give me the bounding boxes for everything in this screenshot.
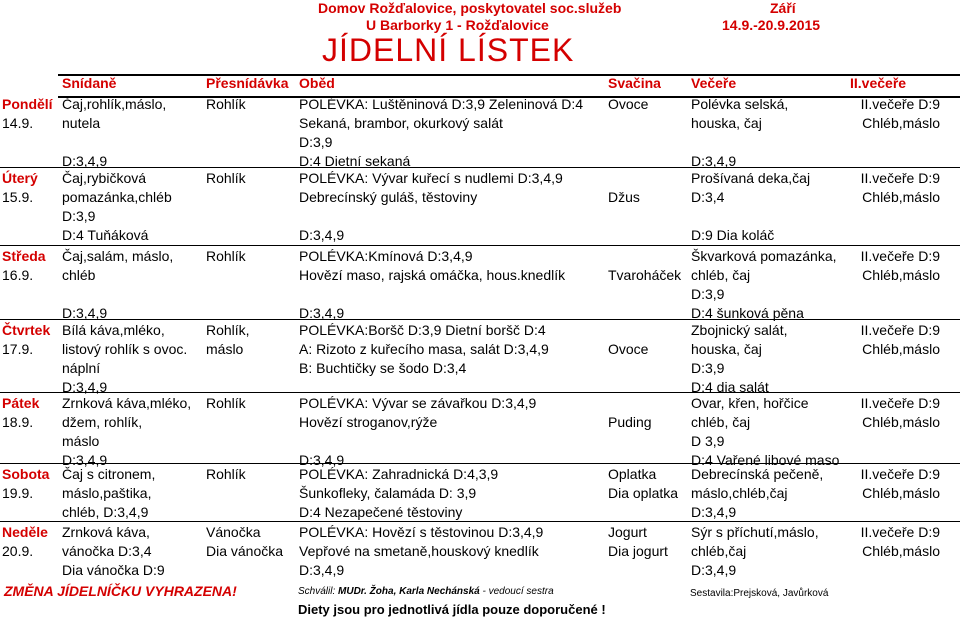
dinner-line: Polévka selská, [691,96,789,112]
dinner-line: D:4 Vařené libové maso [691,452,840,468]
snack2-line: Oplatka [608,466,657,482]
day-date: 14.9. [2,115,34,131]
dinner-line: Škvarková pomazánka, [691,248,837,264]
approved-role: - vedoucí sestra [479,586,554,597]
lunch-line: D:3,4,9 [299,227,345,243]
breakfast-line: máslo,paštika, [62,485,152,501]
breakfast-line: D:3,4,9 [62,153,108,169]
dinner-line: Ovar, křen, hořčice [691,395,809,411]
dinner-line: D:4 šunková pěna [691,305,804,321]
lunch-line: Šunkofleky, čalamáda D: 3,9 [299,485,477,501]
breakfast-line: Dia vánočka D:9 [62,562,165,578]
org-name: Domov Rožďalovice, poskytovatel soc.služeb [318,0,622,16]
lunch-line: Hovězí stroganov,rýže [299,414,438,430]
lunch-line: POLÉVKA:Kmínová D:3,4,9 [299,248,473,264]
lunch-line: D:3,4,9 [299,305,345,321]
breakfast-line: Zrnková káva,mléko, [62,395,192,411]
breakfast-line: chléb, D:3,4,9 [62,504,149,520]
day-name: Pondělí [2,96,53,112]
snack2-line: Ovoce [608,341,649,357]
day-name: Středa [2,248,46,264]
lunch-line: D:3,4,9 [299,452,345,468]
dinner-line: chléb, čaj [691,267,751,283]
row-separator [0,319,960,320]
snack1-line: Rohlík, [206,322,250,338]
day-date: 20.9. [2,543,34,559]
row-separator [0,392,960,393]
col-breakfast: Snídaně [62,75,117,91]
dinner2-line: II.večeře D:9 [860,248,940,264]
snack2-line: Ovoce [608,96,649,112]
dinner2-line: II.večeře D:9 [860,96,940,112]
day-name: Čtvrtek [2,322,51,338]
snack1-line: Rohlík [206,395,246,411]
snack1-line: Dia vánočka [206,543,284,559]
lunch-line: POLÉVKA: Luštěninová D:3,9 Zeleninová D:4 [299,96,584,112]
day-name: Sobota [2,466,50,482]
breakfast-line: Zrnková káva, [62,524,150,540]
day-name: Pátek [2,395,40,411]
row-separator [0,245,960,246]
breakfast-line: nutela [62,115,101,131]
breakfast-line: vánočka D:3,4 [62,543,152,559]
dinner2-line: Chléb,máslo [862,485,940,501]
day-name: Úterý [2,170,38,186]
dinner-line: D 3,9 [691,433,725,449]
dinner-line: D:9 Dia koláč [691,227,775,243]
row-separator [0,463,960,464]
snack2-line: Jogurt [608,524,647,540]
snack2-line: Dia oplatka [608,485,679,501]
day-date: 16.9. [2,267,34,283]
dinner2-line: II.večeře D:9 [860,170,940,186]
snack1-line: Vánočka [206,524,261,540]
breakfast-line: D:3,4,9 [62,379,108,395]
breakfast-line: Čaj,salám, máslo, [62,248,174,264]
month: Září [770,0,796,16]
lunch-line: POLÉVKA: Hovězí s těstovinou D:3,4,9 [299,524,544,540]
org-address: U Barborky 1 - Rožďalovice [366,17,549,33]
approved-label: Schválil: [298,586,339,597]
row-separator [0,167,960,168]
lunch-line: Sekaná, brambor, okurkový salát [299,115,503,131]
approved-by [298,585,554,598]
breakfast-line: džem, rohlík, [62,414,143,430]
snack2-line: Tvaroháček [608,267,682,283]
breakfast-line: pomazánka,chléb [62,189,172,205]
lunch-line: POLÉVKA: Zahradnická D:4,3,9 [299,466,499,482]
dinner-line: D:3,4,9 [691,504,737,520]
breakfast-line: D:3,9 [62,208,96,224]
dinner-line: houska, čaj [691,115,762,131]
lunch-line: POLÉVKA: Vývar se závařkou D:3,4,9 [299,395,537,411]
page-title: JÍDELNÍ LÍSTEK [322,32,575,68]
dinner-line: D:3,4,9 [691,562,737,578]
snack2-line: Dia jogurt [608,543,668,559]
snack1-line: Rohlík [206,248,246,264]
dinner-line: D:3,4,9 [691,153,737,169]
day-date: 15.9. [2,189,34,205]
dinner2-line: Chléb,máslo [862,414,940,430]
diet-note: Diety jsou pro jednotlivá jídla pouze doporučené ! [298,602,606,617]
column-header-bar [58,74,960,98]
breakfast-line: D:3,4,9 [62,452,108,468]
lunch-line: D:3,4,9 [299,562,345,578]
dinner2-line: Chléb,máslo [862,189,940,205]
dinner-line: D:3,4 [691,189,725,205]
snack2-line: Džus [608,189,640,205]
dinner2-line: II.večeře D:9 [860,322,940,338]
dinner2-line: Chléb,máslo [862,267,940,283]
col-snack1: Přesnídávka [206,75,289,91]
breakfast-line: Čaj s citronem, [62,466,156,482]
breakfast-line: Čaj,rybičková [62,170,147,186]
dinner-line: máslo,chléb,čaj [691,485,788,501]
lunch-line: D:4 Nezapečené těstoviny [299,504,463,520]
col-lunch: Oběd [299,75,335,91]
col-snack2: Svačina [608,75,661,91]
col-dinner2: II.večeře [850,75,907,91]
lunch-line: Hovězí maso, rajská omáčka, hous.knedlík [299,267,566,283]
dinner2-line: Chléb,máslo [862,115,940,131]
col-dinner: Večeře [691,75,737,91]
breakfast-line: Čaj,rohlík,máslo, [62,96,167,112]
day-name: Neděle [2,524,48,540]
breakfast-line: máslo [62,433,100,449]
snack1-line: máslo [206,341,244,357]
lunch-line: POLÉVKA: Vývar kuřecí s nudlemi D:3,4,9 [299,170,563,186]
day-date: 19.9. [2,485,34,501]
dinner-line: D:3,9 [691,360,725,376]
dinner2-line: II.večeře D:9 [860,524,940,540]
breakfast-line: Bílá káva,mléko, [62,322,165,338]
breakfast-line: náplní [62,360,101,376]
snack2-line: Puding [608,414,652,430]
compiled-by: Sestavila:Prejsková, Javůrková [690,588,829,599]
snack1-line: Rohlík [206,96,246,112]
dinner2-line: Chléb,máslo [862,543,940,559]
dinner-line: D:4 dia salát [691,379,769,395]
dinner-line: D:3,9 [691,286,725,302]
dinner2-line: II.večeře D:9 [860,466,940,482]
dinner-line: Sýr s příchutí,máslo, [691,524,819,540]
row-separator [0,521,960,522]
lunch-line: D:3,9 [299,134,333,150]
date-range: 14.9.-20.9.2015 [722,17,821,33]
dinner-line: houska, čaj [691,341,762,357]
lunch-line: B: Buchtičky se šodo D:3,4 [299,360,467,376]
snack1-line: Rohlík [206,466,246,482]
change-warning: ZMĚNA JÍDELNÍČKU VYHRAZENA! [4,583,237,599]
dinner-line: Debrecínská pečeně, [691,466,824,482]
dinner-line: Prošívaná deka,čaj [691,170,811,186]
dinner-line: chléb, čaj [691,414,751,430]
approved-names: MUDr. Žoha, Karla Nechánská [338,586,480,597]
lunch-line: POLÉVKA:Boršč D:3,9 Dietní boršč D:4 [299,322,546,338]
day-date: 17.9. [2,341,34,357]
breakfast-line: D:4 Tuňáková [62,227,149,243]
lunch-line: D:4 Dietní sekaná [299,153,411,169]
lunch-line: Debrecínský guláš, těstoviny [299,189,478,205]
breakfast-line: chléb [62,267,96,283]
dinner-line: Zbojnický salát, [691,322,788,338]
lunch-line: Vepřové na smetaně,houskový knedlík [299,543,539,559]
lunch-line: A: Rizoto z kuřecího masa, salát D:3,4,9 [299,341,549,357]
dinner2-line: Chléb,máslo [862,341,940,357]
breakfast-line: listový rohlík s ovoc. [62,341,188,357]
snack1-line: Rohlík [206,170,246,186]
dinner2-line: II.večeře D:9 [860,395,940,411]
breakfast-line: D:3,4,9 [62,305,108,321]
day-date: 18.9. [2,414,34,430]
dinner-line: chléb,čaj [691,543,747,559]
